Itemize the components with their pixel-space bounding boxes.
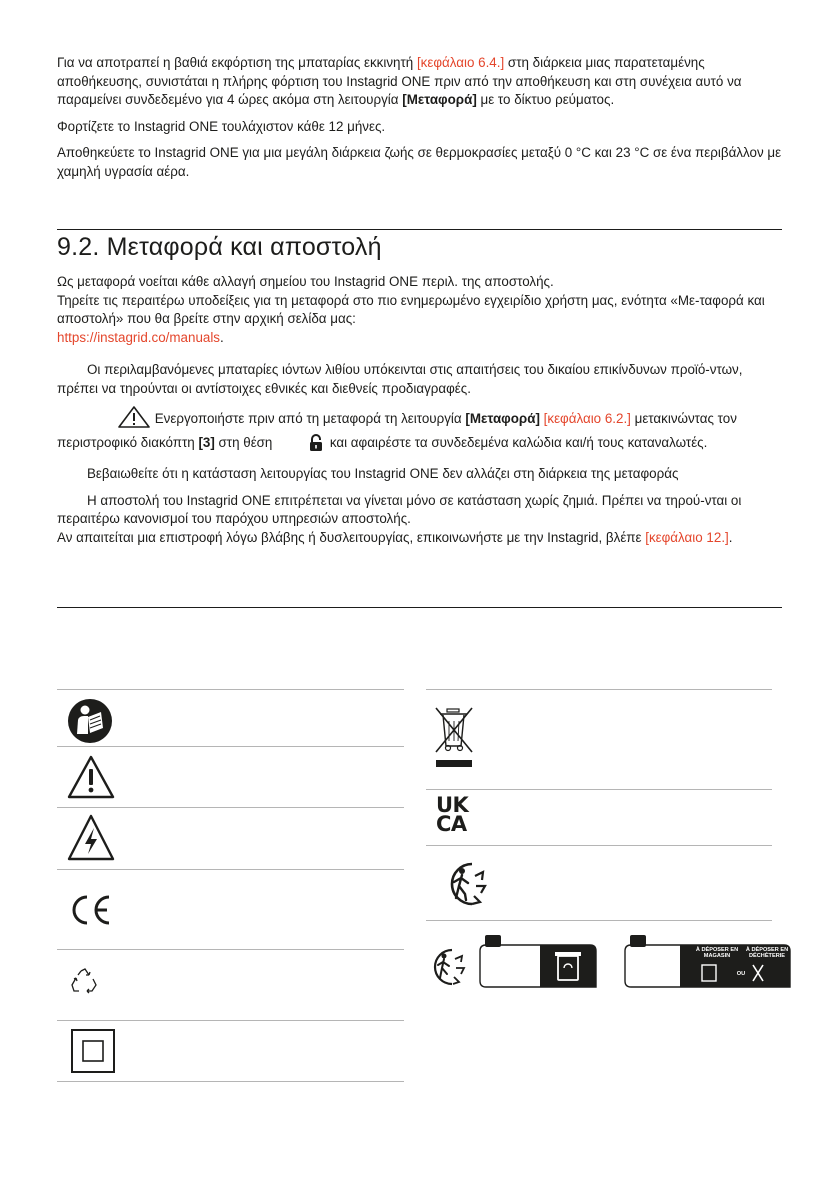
- transport-section: [57, 273, 782, 547]
- section-divider-bottom: [57, 607, 782, 608]
- storage-paragraph-1: [57, 54, 782, 110]
- general-warning-icon: [67, 755, 115, 799]
- text: και αφαιρέστε τα συνδεδεμένα καλώδια και/ή τους καταναλωτές.: [329, 434, 708, 450]
- lock-open-icon: [276, 434, 326, 458]
- symbol-row-warning: [57, 746, 404, 808]
- symbol-row-recycling: [57, 949, 404, 1021]
- deposit-store-label: À DÉPOSER EN MAGASIN: [695, 947, 739, 959]
- read-manual-icon: [67, 698, 113, 744]
- chapter-link-6-2[interactable]: [κεφάλαιο 6.2.]: [543, 411, 631, 426]
- symbol-row-ce: [57, 869, 404, 950]
- triman-icon: [442, 860, 490, 908]
- symbol-row-read-manual: [57, 689, 404, 747]
- symbol-row-class2: [57, 1020, 404, 1082]
- text: στη θέση: [214, 434, 277, 450]
- transport-paragraph-2: Τηρείτε τις περαιτέρω υποδείξεις για τη μεταφορά στο πιο ενημερωμένο εγχειρίδιο χρήστη μας, ενότητα «Με-ταφορά και αποστολή» που θα βρείτε στην αρχική σελίδα μας:: [57, 292, 765, 326]
- manuals-url-link[interactable]: https://instagrid.co/manuals: [57, 329, 221, 345]
- text: Για να αποτραπεί η βαθιά εκφόρτιση της μπαταρίας εκκινητή: [57, 55, 417, 70]
- text: Ενεργοποιήστε πριν από τη μεταφορά τη λειτουργία: [154, 411, 466, 426]
- ce-mark-icon: [67, 894, 113, 926]
- symbol-row-triman: [426, 845, 772, 921]
- text: μετακινώντας τον περιστροφικό διακόπτη: [57, 411, 737, 450]
- class-ii-insulation-icon: [71, 1029, 115, 1073]
- symbol-row-triman-infos: [426, 920, 789, 1001]
- text: Αν απαιτείται μια επιστροφή λόγω βλάβης ή δυσλειτουργίας, επικοινωνήστε με την Instagrid, βλέπε: [57, 529, 646, 545]
- text: .: [220, 329, 224, 345]
- deposit-center-label: À DÉPOSER EN DÉCHÈTERIE: [745, 947, 789, 959]
- symbol-row-ukca: [426, 789, 772, 846]
- storage-paragraph-3: Αποθηκεύετε το Instagrid ONE για μια μεγάλη διάρκεια ζωής σε θερμοκρασίες μεταξύ 0 °C και 23 °C σε ένα περιβάλλον με χαμηλή υγρασία αέρα.: [57, 145, 782, 179]
- text: με το δίκτυο ρεύματος.: [476, 92, 615, 107]
- storage-instructions: [57, 54, 782, 189]
- transport-mode-label: [Μεταφορά]: [402, 92, 477, 107]
- shipping-note: Η αποστολή του Instagrid ONE επιτρέπεται να γίνεται μόνο σε κατάσταση χωρίς ζημιά. Πρέπει να τηρού-νται οι περαιτέρω κανονισμοί του παρόχου υπηρεσιών αποστολής.: [57, 492, 742, 526]
- ukca-line-2: CA: [436, 812, 467, 836]
- or-label: OU: [736, 971, 746, 977]
- symbol-row-electrical: [57, 807, 404, 870]
- transport-mode-warning: [57, 406, 782, 457]
- chapter-link-12[interactable]: [κεφάλαιο 12.]: [645, 529, 729, 545]
- text: στη διάρκεια μιας παρατεταμένης αποθήκευσης, συνιστάται η πλήρης φόρτιση του Instagrid ONE πριν από την αποθήκευση και στη συνέχεια αυτό να παραμείνει συνδεδεμένο για 4 ώρες ακόμα στη λειτουργία: [57, 55, 742, 107]
- electrical-hazard-icon: [67, 814, 115, 862]
- triman-info-label-icon: [430, 931, 792, 1001]
- manuals-link-line: [57, 329, 782, 348]
- section-divider: [57, 229, 782, 230]
- symbol-row-weee: [426, 689, 772, 790]
- transport-paragraph-1: Ως μεταφορά νοείται κάθε αλλαγή σημείου του Instagrid ONE περιλ. της αποστολής.: [57, 274, 554, 289]
- chapter-link-6-4[interactable]: [κεφάλαιο 6.4.]: [416, 55, 505, 70]
- lithium-notice: Οι περιλαμβανόμενες μπαταρίες ιόντων λιθίου υπόκεινται στις απαιτήσεις του δικαίου επικίνδυνων προϊό-ντων, πρέπει να τηρούνται οι αντίστοιχες εθνικές και διεθνείς προδιαγραφές.: [57, 362, 743, 396]
- recycling-icon: [71, 967, 99, 995]
- transport-mode-label: [Μεταφορά]: [465, 411, 540, 426]
- ukca-line-1: UK: [436, 793, 469, 817]
- switch-number: [3]: [198, 434, 215, 450]
- text: .: [728, 529, 733, 545]
- ukca-mark: [436, 793, 476, 836]
- operating-mode-note: Βεβαιωθείτε ότι η κατάσταση λειτουργίας του Instagrid ONE δεν αλλάζει στη διάρκεια της μεταφοράς: [87, 466, 679, 481]
- section-title: 9.2. Μεταφορά και αποστολή: [57, 233, 382, 261]
- return-note: [57, 529, 782, 548]
- warning-icon: [87, 406, 151, 434]
- symbols-bottom-rule: [57, 1081, 404, 1082]
- storage-paragraph-2: Φορτίζετε το Instagrid ONE τουλάχιστον κάθε 12 μήνες.: [57, 118, 386, 134]
- weee-crossed-bin-icon: [434, 706, 474, 768]
